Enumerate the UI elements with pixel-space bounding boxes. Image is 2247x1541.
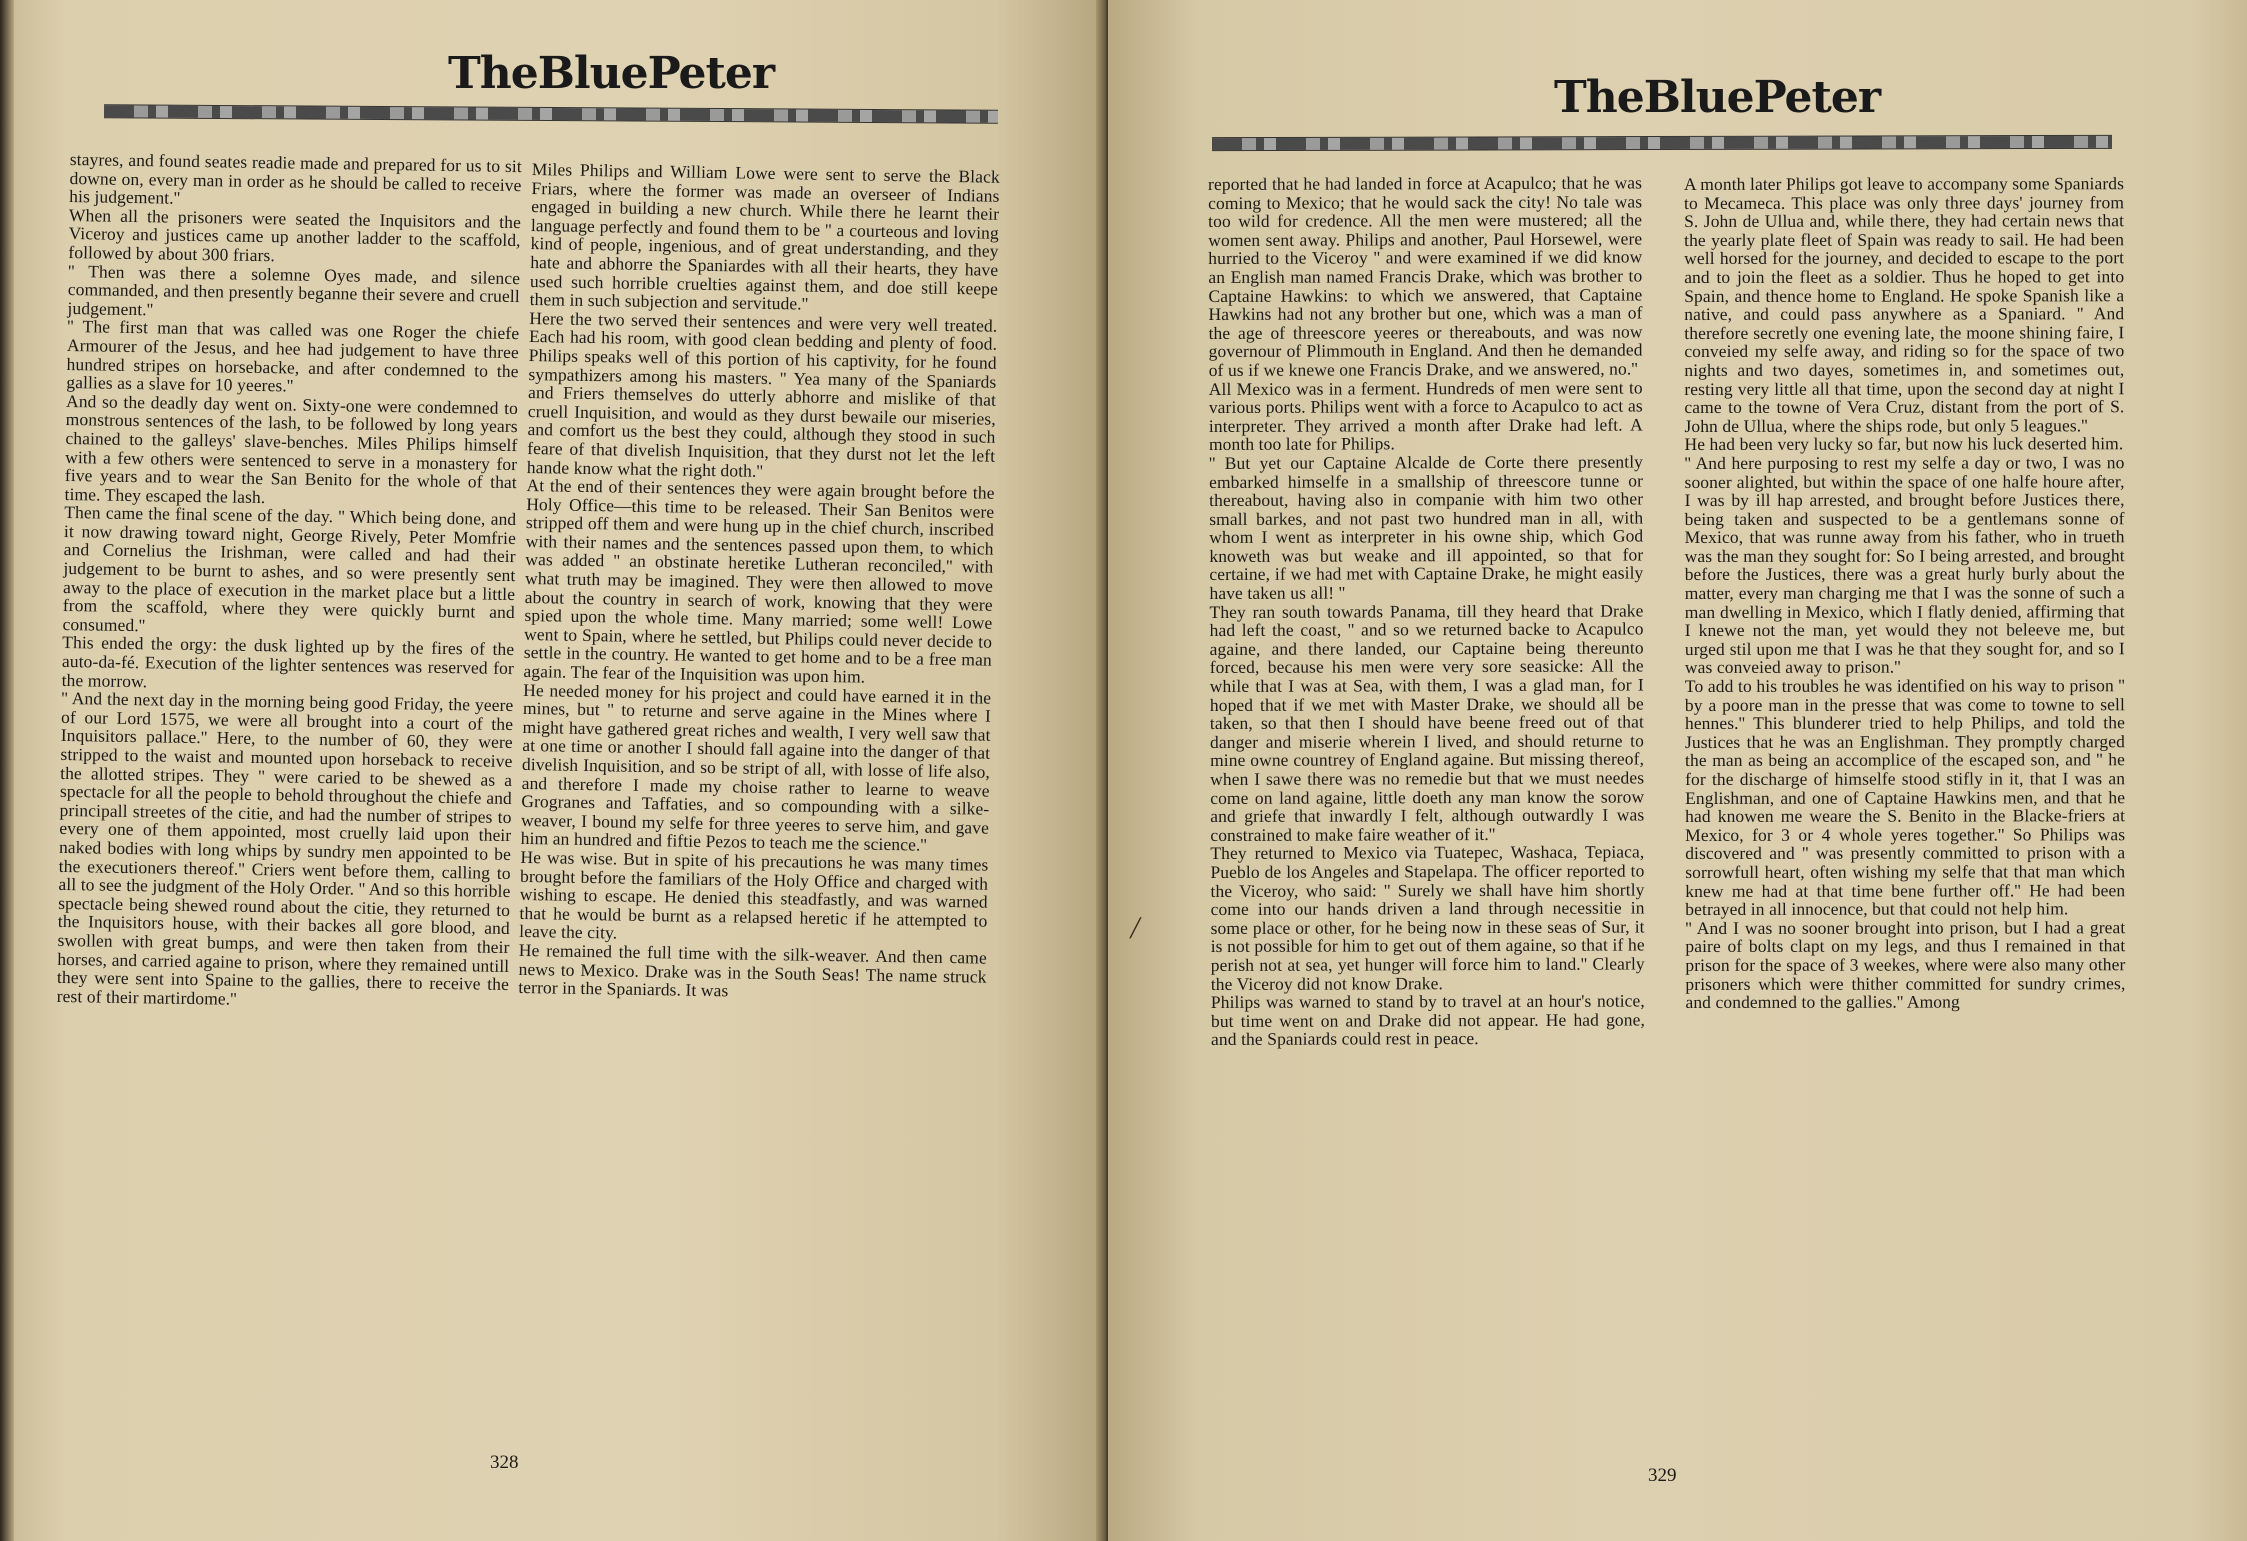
header-rule — [104, 104, 998, 123]
header-rule — [1212, 135, 2112, 151]
masthead: TheBluePeter — [1554, 72, 1881, 123]
page-edge — [0, 0, 14, 1541]
text-column-2: A month later Philips got leave to accompany some Spaniards to Mecameca. This place was only three days' journey from S. John de Ullua and, while there, they had certain news that the yearly plate fleet of Spain was ready to sail. He had been well horsed for the journey, and decided to escape to the port and to join the fleet as a soldier. Thus he hoped to get into Spain, and thence home to England. He spoke Spanish like a native, and could pass anywhere as a Spaniard. '' And therefore secretly one evening late, the moone shining faire, I conveied my selfe away, and riding so for the space of two nights and two dayes, sometimes in, and sometimes out, resting very little all that time, upon the second day at night I came to the towne of Vera Cruz, distant from the port of S. John de Ullua, where the ships rode, but only 5 leagues.'' He had been very lucky so far, but now his luck deserted him. '' And here purposing to rest my selfe a day or two, I was no sooner alighted, but within the space of one halfe houre after, I was by ill hap arrested, and brought before Justices there, being taken and suspected to be a gentlemans sonne of Mexico, that was runne away from his father, who in trueth was the man they sought for: So I being arrested, and brought before the Justices, there was a great hurly burly about the matter, every man charging me that I was the sonne of such a man dwelling in Mexico, which I flatly denied, affirming that I knewe not the man, yet would they not beleeve me, but urged stil upon me that I was he that they sought for, and so I was conveied away to prison.'' To add to his troubles he was identified on his way to prison '' by a poore man in the presse that was come to towne to sell hennes.'' This blunderer tried to help Philips, and told the Justices that he was an Englishman. They promptly charged the man as being an accomplice of the escaped son, and '' he for the discharge of himselfe stood stifly in it, that I was an Englishman, and one of Captaine Hawkins men, and that he had knowen me weare the S. Benito in the Blacke-friers at Mexico, for 3 or 4 whole yeres together.'' So Philips was discovered and '' was presently committed to prison with a sorrowfull heart, often wishing my selfe that that man which knew me had at that time bene further off.'' He had been betrayed in all innocence, but that could not help him. '' And I was no sooner brought into prison, but I had a great paire of bolts clapt on my legs, and thus I remained in that prison for the space of 3 weekes, where were also many other prisoners which were thither committed for sundry crimes, and condemned to the gallies.'' Among — [1683, 173, 2126, 1013]
text-column-2: Miles Philips and William Lowe were sent to serve the Black Friars, where the former was made an overseer of Indians engaged in building a new church. While there he learnt their language perfectly and found them to be '' a courteous and loving kind of people, ingenious, and of great understanding, and they hate and abhorre the Spaniardes with all their hearts, they have used such horrible cruelties against them, and doe still keepe them in such subjection and servitude.'' Here the two served their sentences and were very well treated. Each had his room, with good clean bedding and plenty of food. Philips speaks well of this portion of his captivity, for he found sympathizers among his masters. '' Yea many of the Spaniards and Friers themselves do utterly abhorre and mislike of that cruell Inquisition, and would as they durst bewaile our miseries, and comfort us the best they could, although they stood in such feare of that divelish Inquisition, that they durst not let the left hande know what the right doth.'' At the end of their sentences they were again brought before the Holy Office—this time to be released. Their San Benitos were stripped off them and were hung up in the chief church, inscribed with their names and the sentences passed upon them, to which was added '' an obstinate heretike Lutheran reconciled,'' with what truth may be imagined. They were then allowed to move about the country in search of work, knowing that they were spied upon the whole time. Many married; some well! Lowe went to Spain, where he settled, but Philips could never decide to settle in the country. He wanted to get home and to be a free man again. The fear of the Inquisition was upon him. He needed money for his project and could have earned it in the mines, but '' to returne and serve againe in the Mines where I might have gathered great riches and wealth, I very well saw that at one time or another I should fall againe into the danger of that divelish Inquisition, and so be stript of all, with losse of life also, and therefore I made my choise rather to learne to weave Grogranes and Taffaties, and so compounding with a silke-weaver, I bound my selfe for three yeeres to serve him, and gave him an hundred and fiftie Pezos to teach me the science.'' He was wise. But in spite of his precautions he was many times brought before the familiars of the Holy Office and charged with wishing to escape. He denied this steadfastly, and was warned that he would be burnt as a relapsed heretic if he attempted to leave the city. He remained the full time with the silk-weaver. And then came news to Mexico. Drake was in the South Seas! The name struck terror in the Spaniards. It was — [518, 159, 1000, 1001]
text-column-1: reported that he had landed in force at Acapulco; that he was coming to Mexico; that he would sack the city! No tale was too wild for credence. All the men were mustered; all the women sent away. Philips and another, Paul Horsewel, were hurried to the Viceroy '' and were examined if we did know an English man named Francis Drake, which was brother to Captaine Hawkins: to which we answered, that Captaine Hawkins had not any brother but one, which was a man of the age of threescore yeeres or thereabouts, and was now governour of Plimmouth in England. And then he demanded of us if we knewe one Francis Drake, and we answered, no.'' All Mexico was in a ferment. Hundreds of men were sent to various ports. Philips went with a force to Acapulco to act as interpreter. They arrived a month after Drake had left. A month too late for Philips. '' But yet our Captaine Alcalde de Corte there presently embarked himselfe in a smallship of threescore tunne or thereabout, having also in companie with him two other small barkes, and not past two hundred man in all, with whom I went as interpreter in his owne ship, which God knoweth was but weake and ill appointed, so that for certaine, if we had met with Captaine Drake, he might easily have taken us all! '' They ran south towards Panama, till they heard that Drake had left the coast, '' and so we returned backe to Acapulco againe, and there landed, our Captaine being thereunto forced, because his men were very sore seasicke: All the while that I was at Sea, with them, I was a glad man, for I hoped that if we met with Master Drake, we should all be taken, so that then I should have beene freed out of that danger and miserie wherein I lived, and should returne to mine owne countrey of England againe. But missing thereof, when I sawe there was no remedie but that we must needes come on land againe, little doeth any man know the sorow and griefe that inwardly I felt, although outwardly I was constrained to make faire weather of it.'' They returned to Mexico via Tuatepec, Washaca, Tepiaca, Pueblo de los Angeles and Stapelapa. The officer reported to the Viceroy, who said: '' Surely we shall have him shortly come into our hands driven a land through necessitie in some place or other, for he being now in these seas of Sur, it is not possible for him to get out of them againe, so that if he perish not at sea, yet hunger will force him to land.'' Clearly the Viceroy did not know Drake. Philips was warned to stand by to travel at an hour's notice, but time went on and Drake did not appear. He had gone, and the Spaniards could rest in peace. — [1207, 172, 1645, 1050]
right-page — [1108, 0, 2247, 1541]
page-number: 329 — [1648, 1465, 1677, 1486]
masthead: TheBluePeter — [448, 48, 775, 99]
ink-mark: ╱ — [1130, 918, 1141, 939]
page-number: 328 — [490, 1452, 519, 1473]
text-column-1: stayres, and found seates readie made and prepared for us to sit downe on, every man in order as he should be called to receive his judgement.'' When all the prisoners were seated the Inquisitors and the Viceroy and justices came up another ladder to the scaffold, followed by about 300 friars. '' Then was there a solemne Oyes made, and silence commanded, and then presently beganne their severe and cruell judgement.'' '' The first man that was called was one Roger the chiefe Armourer of the Jesus, and hee had judgement to have three hundred stripes on horsebacke, and after condemned to the gallies as a slave for 10 yeeres.'' And so the deadly day went on. Sixty-one were condemned to monstrous sentences of the lash, to be followed by long years chained to the galleys' slave-benches. Miles Philips himself with a few others were sentenced to serve in a monastery for five years and to wear the San Benito for the whole of that time. They escaped the lash. Then came the final scene of the day. '' Which being done, and it now drawing toward night, George Rively, Peter Momfrie and Cornelius the Irishman, were called and had their judgement to be burnt to ashes, and so were presently sent away to the place of execution in the market place but a little from the scaffold, where they were quickly burnt and consumed.'' This ended the orgy: the dusk lighted up by the fires of the auto-da-fé. Execution of the lighter sentences was reserved for the morrow. '' And the next day in the morning being good Friday, the yeere of our Lord 1575, we were all brought into a court of the Inquisitors pallace.'' Here, to the number of 60, they were stripped to the waist and mounted upon horseback to receive the allotted stripes. They '' were caried to be shewed as a spectacle for all the people to behold throughout the chiefe and principall streetes of the citie, and had the number of stripes to every one of them appointed, most cruelly laid upon their naked bodies with long whips by sundry men appointed to be the executioners thereof.'' Criers went before them, calling to all to see the judgment of the Holy Order. '' And so this horrible spectacle being shewed round about the citie, they returned to the Inquisitors house, with their backes all gore blood, and swollen with great bumps, and were then taken from their horses, and carried againe to prison, where they remained untill they were sent into Spaine to the gallies, there to receive the rest of their martirdome.'' — [56, 149, 522, 1009]
left-page — [0, 0, 1106, 1541]
